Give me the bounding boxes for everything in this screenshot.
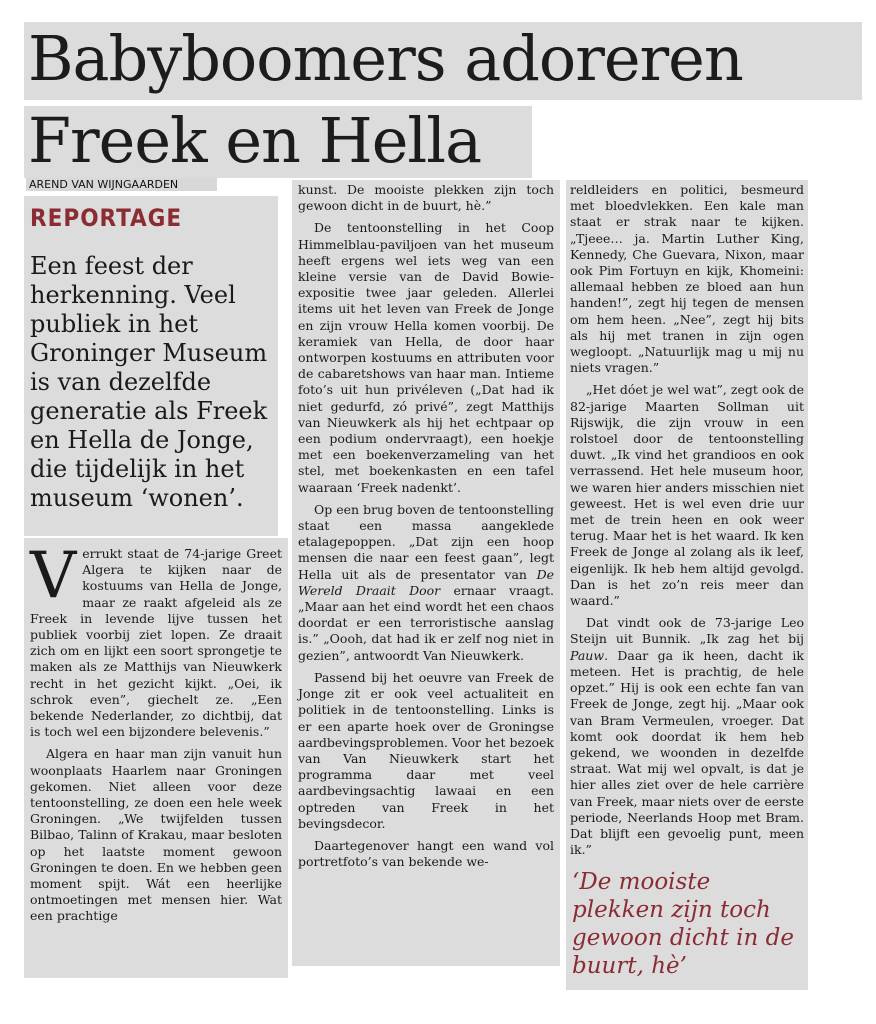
col2-paragraph-3: Passend bij het oeuvre van Freek de Jonge zit er ook veel actualiteit en politiek in de tentoonstelling. Links is er een aparte hoek over de Groningse aardbevingsproblemen. Voor het bezoek van Van Nieuwkerk start het programma daar met veel aardbevingsachtig lawaai en een optreden van Freek in het bevingsdecor. <box>298 669 554 831</box>
col2-paragraph-4: Daartegenover hangt een wand vol portretfoto’s van bekende we- <box>298 837 554 870</box>
column-2 <box>298 182 554 870</box>
byline: AREND VAN WIJNGAARDEN <box>26 178 217 191</box>
column-1 <box>30 539 282 925</box>
headline-line-2: Freek en Hella <box>28 104 482 177</box>
col3-paragraph-0: reldleiders en politici, besmeurd met bloedvlekken. Een kale man staat er strak naar te kijken. „Tjeee… ja. Martin Luther King, Kennedy, Che Guevara, Nixon, maar ook Pim Fortuyn en kijk, Khomeini: allemaal hebben ze bloed aan hun handen!”, zegt hij tegen de mensen om hem heen. „Nee”, zegt hij bits als hij met tranen in zijn ogen wegloopt. „Natuurlijk mag u mij nu niets vragen.” <box>570 182 804 376</box>
pull-quote: ‘De mooiste plekken zijn toch gewoon dicht in de buurt, hè’ <box>572 869 794 979</box>
col3-paragraph-2: Dat vindt ook de 73-jarige Leo Steijn uit Bunnik. „Ik zag het bij Pauw. Daar ga ik heen, dacht ik meteen. Het is prachtig, de hele opzet.” Hij is ook een echte fan van Freek de Jonge, zegt hij. „Maar ook van Bram Vermeulen, vroeger. Dat komt ook doordat ik hem heb gekend, we woonden in dezelfde straat. Wat mij wel opvalt, is dat je hier alles ziet over de hele carrière van Freek, maar niets over de eerste periode, Neerlands Hoop met Bram. Dat blijft een gevoelig punt, meen ik.” <box>570 615 804 858</box>
col1-paragraph-1: Verrukt staat de 74-jarige Greet Algera te kijken naar de kostuums van Hella de Jonge, maar ze raakt afgeleid als ze Freek in levende lijve tussen het publiek voorbij ziet lopen. Ze draait zich om en lijkt een soort sprongetje te maken als ze Matthijs van Nieuwkerk recht in het gezicht kijkt. „Oei, ik schrok even”, giechelt ze. „Een bekende Nederlander, zo dichtbij, dat is toch wel een bijzondere belevenis.” <box>30 539 282 740</box>
lead-paragraph: Een feest der herkenning. Veel publiek in het Groninger Museum is van dezelfde generatie als Freek en Hella de Jonge, die tijdelijk in het museum ‘wonen’. <box>30 252 268 512</box>
col3-paragraph-1: „Het dóet je wel wat”, zegt ook de 82-jarige Maarten Sollman uit Rijswijk, die zijn vrouw in een rolstoel door de tentoonstelling duwt. „Ik vind het grandioos en ook verrassend. Het hele museum hoor, we waren hier anders misschien niet geweest. Het is wel even drie uur met de trein heen en ook weer terug. Maar het is het waard. Ik ken Freek de Jonge al zolang als ik leef, eigenlijk. Ik heb hem altijd gevolgd. Dan is het zo’n reis meer dan waard.” <box>570 382 804 609</box>
col1-paragraph-2: Algera en haar man zijn vanuit hun woonplaats Haarlem naar Groningen gekomen. Niet alleen voor deze tentoonstelling, ze doen een hele week Groningen. „We twijfelden tussen Bilbao, Talinn of Krakau, maar besloten op het laatste moment gewoon Groningen te doen. En we hebben geen moment spijt. Wát een heerlijke ontmoetingen met mensen hier. Wat een prachtige <box>30 746 282 924</box>
show-title-pauw: Pauw <box>570 647 605 663</box>
column-3 <box>570 182 804 858</box>
headline-line-1: Babyboomers adoreren <box>28 22 743 95</box>
col2-paragraph-2: Op een brug boven de tentoonstelling staat een massa aangeklede etalagepoppen. „Dat zijn een hoop mensen die naar een feest gaan”, legt Hella uit als de presentator van De Wereld Draait Door ernaar vraagt. „Maar aan het eind wordt het een chaos doordat er een terroristische aanslag is.” „Oooh, dat had ik er zelf nog niet in gezien”, antwoordt Van Nieuwkerk. <box>298 501 554 663</box>
show-title-dwdd: De Wereld Draait Door <box>298 566 554 598</box>
section-label: REPORTAGE <box>30 204 183 232</box>
dropcap: V <box>30 539 77 613</box>
col2-paragraph-0: kunst. De mooiste plekken zijn toch gewoon dicht in de buurt, hè.” <box>298 182 554 214</box>
col2-paragraph-1: De tentoonstelling in het Coop Himmelblau-paviljoen van het museum heeft ergens wel iets weg van een kleine versie van de David Bowie-expositie twee jaar geleden. Allerlei items uit het leven van Freek de Jonge en zijn vrouw Hella komen voorbij. De keramiek van Hella, de door haar ontworpen kostuums en attributen voor de cabaretshows van haar man. Intieme foto’s uit hun privéleven („Dat had ik niet gedurfd, zó privé”, zegt Matthijs van Nieuwkerk als hij het echtpaar op een podium ondervraagt), een hoekje met een boekenverzameling van het stel, met boekenkasten en een tafel waaraan ‘Freek nadenkt’. <box>298 220 554 495</box>
